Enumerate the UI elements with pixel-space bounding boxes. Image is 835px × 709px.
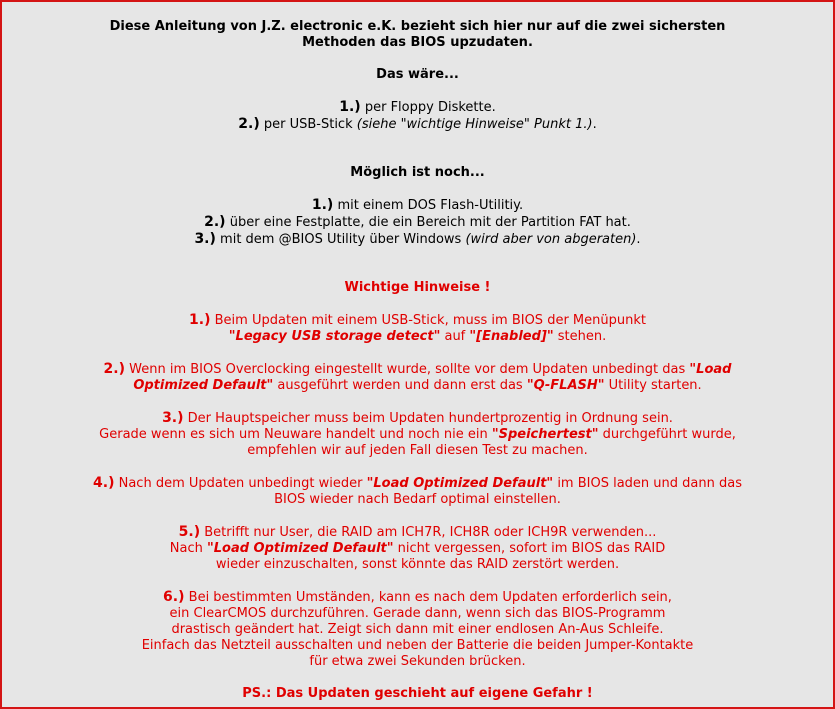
alternatives-heading: Möglich ist noch... xyxy=(350,165,485,180)
note-4 xyxy=(2,475,833,508)
note-6-line-1: Bei bestimmten Umständen, kann es nach dem Updaten erforderlich sein, xyxy=(184,590,672,605)
note-5-number: 5.) xyxy=(178,524,201,540)
note-3-line-2a: Gerade wenn es sich um Neuware handelt und noch nie ein xyxy=(99,427,492,442)
method-item-1-text: per Floppy Diskette. xyxy=(360,100,496,115)
alternative-item-2-number: 2.) xyxy=(204,214,226,230)
note-3 xyxy=(2,410,833,459)
alternative-item-3-note: (wird aber von abgeraten) xyxy=(465,232,637,247)
methods-heading: Das wäre... xyxy=(376,67,459,82)
note-5-line-3: wieder einzuschalten, sonst könnte das RAID zerstört werden. xyxy=(215,557,620,572)
method-item-1 xyxy=(2,99,833,116)
method-item-2-text: per USB-Stick xyxy=(259,117,357,132)
note-4-line-2: BIOS wieder nach Bedarf optimal einstellen. xyxy=(274,492,561,507)
note-3-number: 3.) xyxy=(162,410,184,426)
note-2-q-flash: "Q-FLASH" xyxy=(526,378,605,393)
note-1-text-stehen: stehen. xyxy=(553,329,607,344)
note-6-line-3: drastisch geändert hat. Zeigt sich dann mit einer endlosen An-Aus Schleife. xyxy=(171,622,664,637)
note-4-line-1b: im BIOS laden und dann das xyxy=(553,476,742,491)
alternative-item-1-number: 1.) xyxy=(311,197,334,213)
note-2 xyxy=(2,361,833,394)
note-5 xyxy=(2,524,833,573)
alternative-item-2 xyxy=(2,214,833,231)
method-item-2-number: 2.) xyxy=(238,116,260,132)
note-5-line-2b: nicht vergessen, sofort im BIOS das RAID xyxy=(393,541,666,556)
note-3-line-2b: durchgeführt wurde, xyxy=(598,427,736,442)
alternative-item-1-text: mit einem DOS Flash-Utilitiy. xyxy=(333,198,524,213)
note-4-line-1a: Nach dem Updaten unbedingt wieder xyxy=(114,476,367,491)
note-6-line-5: für etwa zwei Sekunden brücken. xyxy=(309,654,526,669)
note-1-line-1: Beim Updaten mit einem USB-Stick, muss im BIOS der Menüpunkt xyxy=(210,313,646,328)
note-1-enabled: "[Enabled]" xyxy=(469,329,554,344)
note-2-load: "Load xyxy=(689,362,732,377)
method-item-1-number: 1.) xyxy=(339,99,361,115)
note-6-line-2: ein ClearCMOS durchzuführen. Gerade dann, wenn sich das BIOS-Programm xyxy=(169,606,666,621)
alternative-item-3-number: 3.) xyxy=(194,231,216,247)
note-3-speichertest: "Speichertest" xyxy=(491,427,599,442)
alternative-item-1 xyxy=(2,197,833,214)
method-item-2-note: (siehe "wichtige Hinweise" Punkt 1.) xyxy=(356,117,593,132)
note-6-line-4: Einfach das Netzteil ausschalten und neben der Batterie die beiden Jumper-Kontakte xyxy=(141,638,694,653)
note-1 xyxy=(2,312,833,345)
intro-line-2: Methoden das BIOS upzudaten. xyxy=(302,35,533,50)
note-2-line-1: Wenn im BIOS Overclocking eingestellt wurde, sollte vor dem Updaten unbedingt das xyxy=(125,362,690,377)
bios-guide-content xyxy=(2,19,833,702)
note-2-text-mid: ausgeführt werden und dann erst das xyxy=(273,378,527,393)
note-1-text-auf: auf xyxy=(440,329,470,344)
alternative-item-2-text: über eine Festplatte, die ein Bereich mit der Partition FAT hat. xyxy=(225,215,631,230)
alternative-item-3-tail: . xyxy=(636,232,641,247)
note-4-load-optimized-default: "Load Optimized Default" xyxy=(366,476,554,491)
note-3-line-1: Der Hauptspeicher muss beim Updaten hundertprozentig in Ordnung sein. xyxy=(183,411,673,426)
note-6 xyxy=(2,589,833,670)
alternative-item-3 xyxy=(2,231,833,248)
note-4-number: 4.) xyxy=(93,475,115,491)
method-item-2 xyxy=(2,116,833,133)
note-5-load-optimized-default: "Load Optimized Default" xyxy=(206,541,394,556)
note-2-optimized-default: Optimized Default" xyxy=(133,378,274,393)
method-item-2-tail: . xyxy=(592,117,597,132)
alternative-item-3-text: mit dem @BIOS Utility über Windows xyxy=(215,232,466,247)
intro-line-1: Diese Anleitung von J.Z. electronic e.K. bezieht sich hier nur auf die zwei sichersten xyxy=(109,19,726,34)
note-6-number: 6.) xyxy=(163,589,185,605)
note-5-line-1: Betrifft nur User, die RAID am ICH7R, ICH8R oder ICH9R verwenden... xyxy=(200,525,657,540)
ps-disclaimer: PS.: Das Updaten geschieht auf eigene Gefahr ! xyxy=(242,686,593,701)
note-2-text-end: Utility starten. xyxy=(604,378,702,393)
note-2-number: 2.) xyxy=(103,361,125,377)
note-1-number: 1.) xyxy=(189,312,211,328)
note-3-line-3: empfehlen wir auf jeden Fall diesen Test zu machen. xyxy=(247,443,588,458)
note-1-legacy-usb: "Legacy USB storage detect" xyxy=(228,329,441,344)
note-5-line-2a: Nach xyxy=(169,541,207,556)
notes-heading: Wichtige Hinweise ! xyxy=(344,280,491,295)
